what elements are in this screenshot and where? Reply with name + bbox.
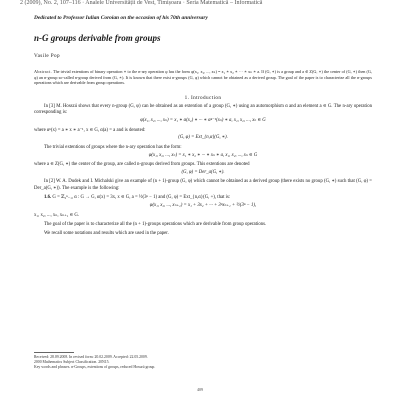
section-heading: 1. Introduction xyxy=(184,94,222,101)
abstract-text: The trivial extentions of binary operation ∗ to the n-ary operation φ has the form φ(x₁, x₂, ..., xₙ) = x₁ ∗ x₂ ∗ ··· ∗ xₙ ∗ a. If (G, ∗) is a group and a ∈ Z(G, ∗) the center of (G, ∗) then (G, φ) an n-group so-called n-group derived from (G, ∗). It is known that there exist n-groups (G, φ) which cannot be obtained as a derived group. The goal of the paper is to characterize all the n-groups operations which are derivable from group operations. xyxy=(34,69,372,86)
example-paragraph xyxy=(34,195,372,201)
paragraph: where αⁿ(x) = a ∗ x ∗ a⁻¹, x ∈ G, α(a) = a and is denoted: xyxy=(34,127,146,133)
equation: φ(x₁, x₂, ..., xₙ₊₁) = x₁ + 3x₂ + ··· + 3ⁿxₙ₊₁ + ½(3ⁿ − 1), xyxy=(149,203,257,209)
author: Vasile Pop xyxy=(34,53,61,59)
equation: φ(x₁, x₂, ..., xₙ) = x₁ ∗ α(x₂) ∗ ··· ∗ αⁿ⁻¹(xₙ) ∗ a, x₁, x₂, ..., xₙ ∈ G xyxy=(140,118,266,124)
equation: (G, φ) = Der_a(G, ∗). xyxy=(181,170,225,176)
paragraph: where a ∈ Z(G, ∗) the center of the group, are called n-groups derived from groups. This extentions are denoted xyxy=(34,162,250,168)
dedication: Dedicated to Professor Iulian Coroian on the occasion of his 70th anniversary xyxy=(34,15,208,21)
paper-title: n-G groups derivable from groups xyxy=(34,33,161,43)
paragraph: The goal of the paper is to characterize all the (n + 1)-groups operations which are derivable from group operations. xyxy=(44,221,267,227)
equation: φ(x₁, x₂, ..., xₙ) = x₁ ∗ x₂ ∗ ··· ∗ xₙ ∗ a, x₁, x₂, ..., xₙ ∈ G xyxy=(148,152,258,158)
paragraph: We recall some notations and results which are used in the paper. xyxy=(44,231,169,237)
paragraph: In [2] W. A. Dudek and I. Michalski give an example of (n + 1)-group (G, φ) which cannot be obtained as a derived group (there exists no group (G, ∗) such that (G, φ) = Der_a(G, ∗)). The example is the following: xyxy=(34,179,372,191)
footnote-received: Received: 28.09.2008. In revised form: 20.02.2009. Accepted: 22.05.2009. xyxy=(34,355,148,359)
example-label: 1.6. xyxy=(44,195,52,201)
footnote-keywords: Key words and phrases. n-Groups, extentions of groups, reduced Hosszú group. xyxy=(34,365,156,369)
abstract-label: Abstract. xyxy=(34,69,52,74)
running-head: 2 (2009), No. 2, 107–116 · Analele Universității de Vest, Timișoara · Seria Matematică – Informatică xyxy=(20,0,263,6)
example-text: G = ℤ₂ⁿ₋₁, α : G → G, α(x) = 3x, x ∈ G, a = ½(3ⁿ − 1) and (G, φ) = Ext_{n,α}(G, +), that is: xyxy=(52,195,231,201)
paper-page xyxy=(34,10,372,238)
footnote-msc: 2000 Mathematics Subject Classification. 20N15. xyxy=(34,360,110,364)
paragraph: x₁, x₂, ..., xₙ, xₙ₊₁ ∈ G. xyxy=(34,212,80,218)
page-number: 409 xyxy=(197,387,203,392)
paragraph: The trivial extentions of groups where the n-ary operation has the form: xyxy=(44,144,182,150)
footnotes xyxy=(34,352,372,370)
footnote-rule xyxy=(34,352,74,353)
abstract xyxy=(34,69,372,86)
equation: (G, φ) = Ext_{n,α}(G, ∗). xyxy=(178,135,228,141)
paragraph: In [3] M. Hosszú shows that every n-group (G, φ) can be obtained as an extention of a group (G, ∗) using an automorphism α and an element a ∈ G. The n-ary operation corresponding is: xyxy=(34,103,372,116)
